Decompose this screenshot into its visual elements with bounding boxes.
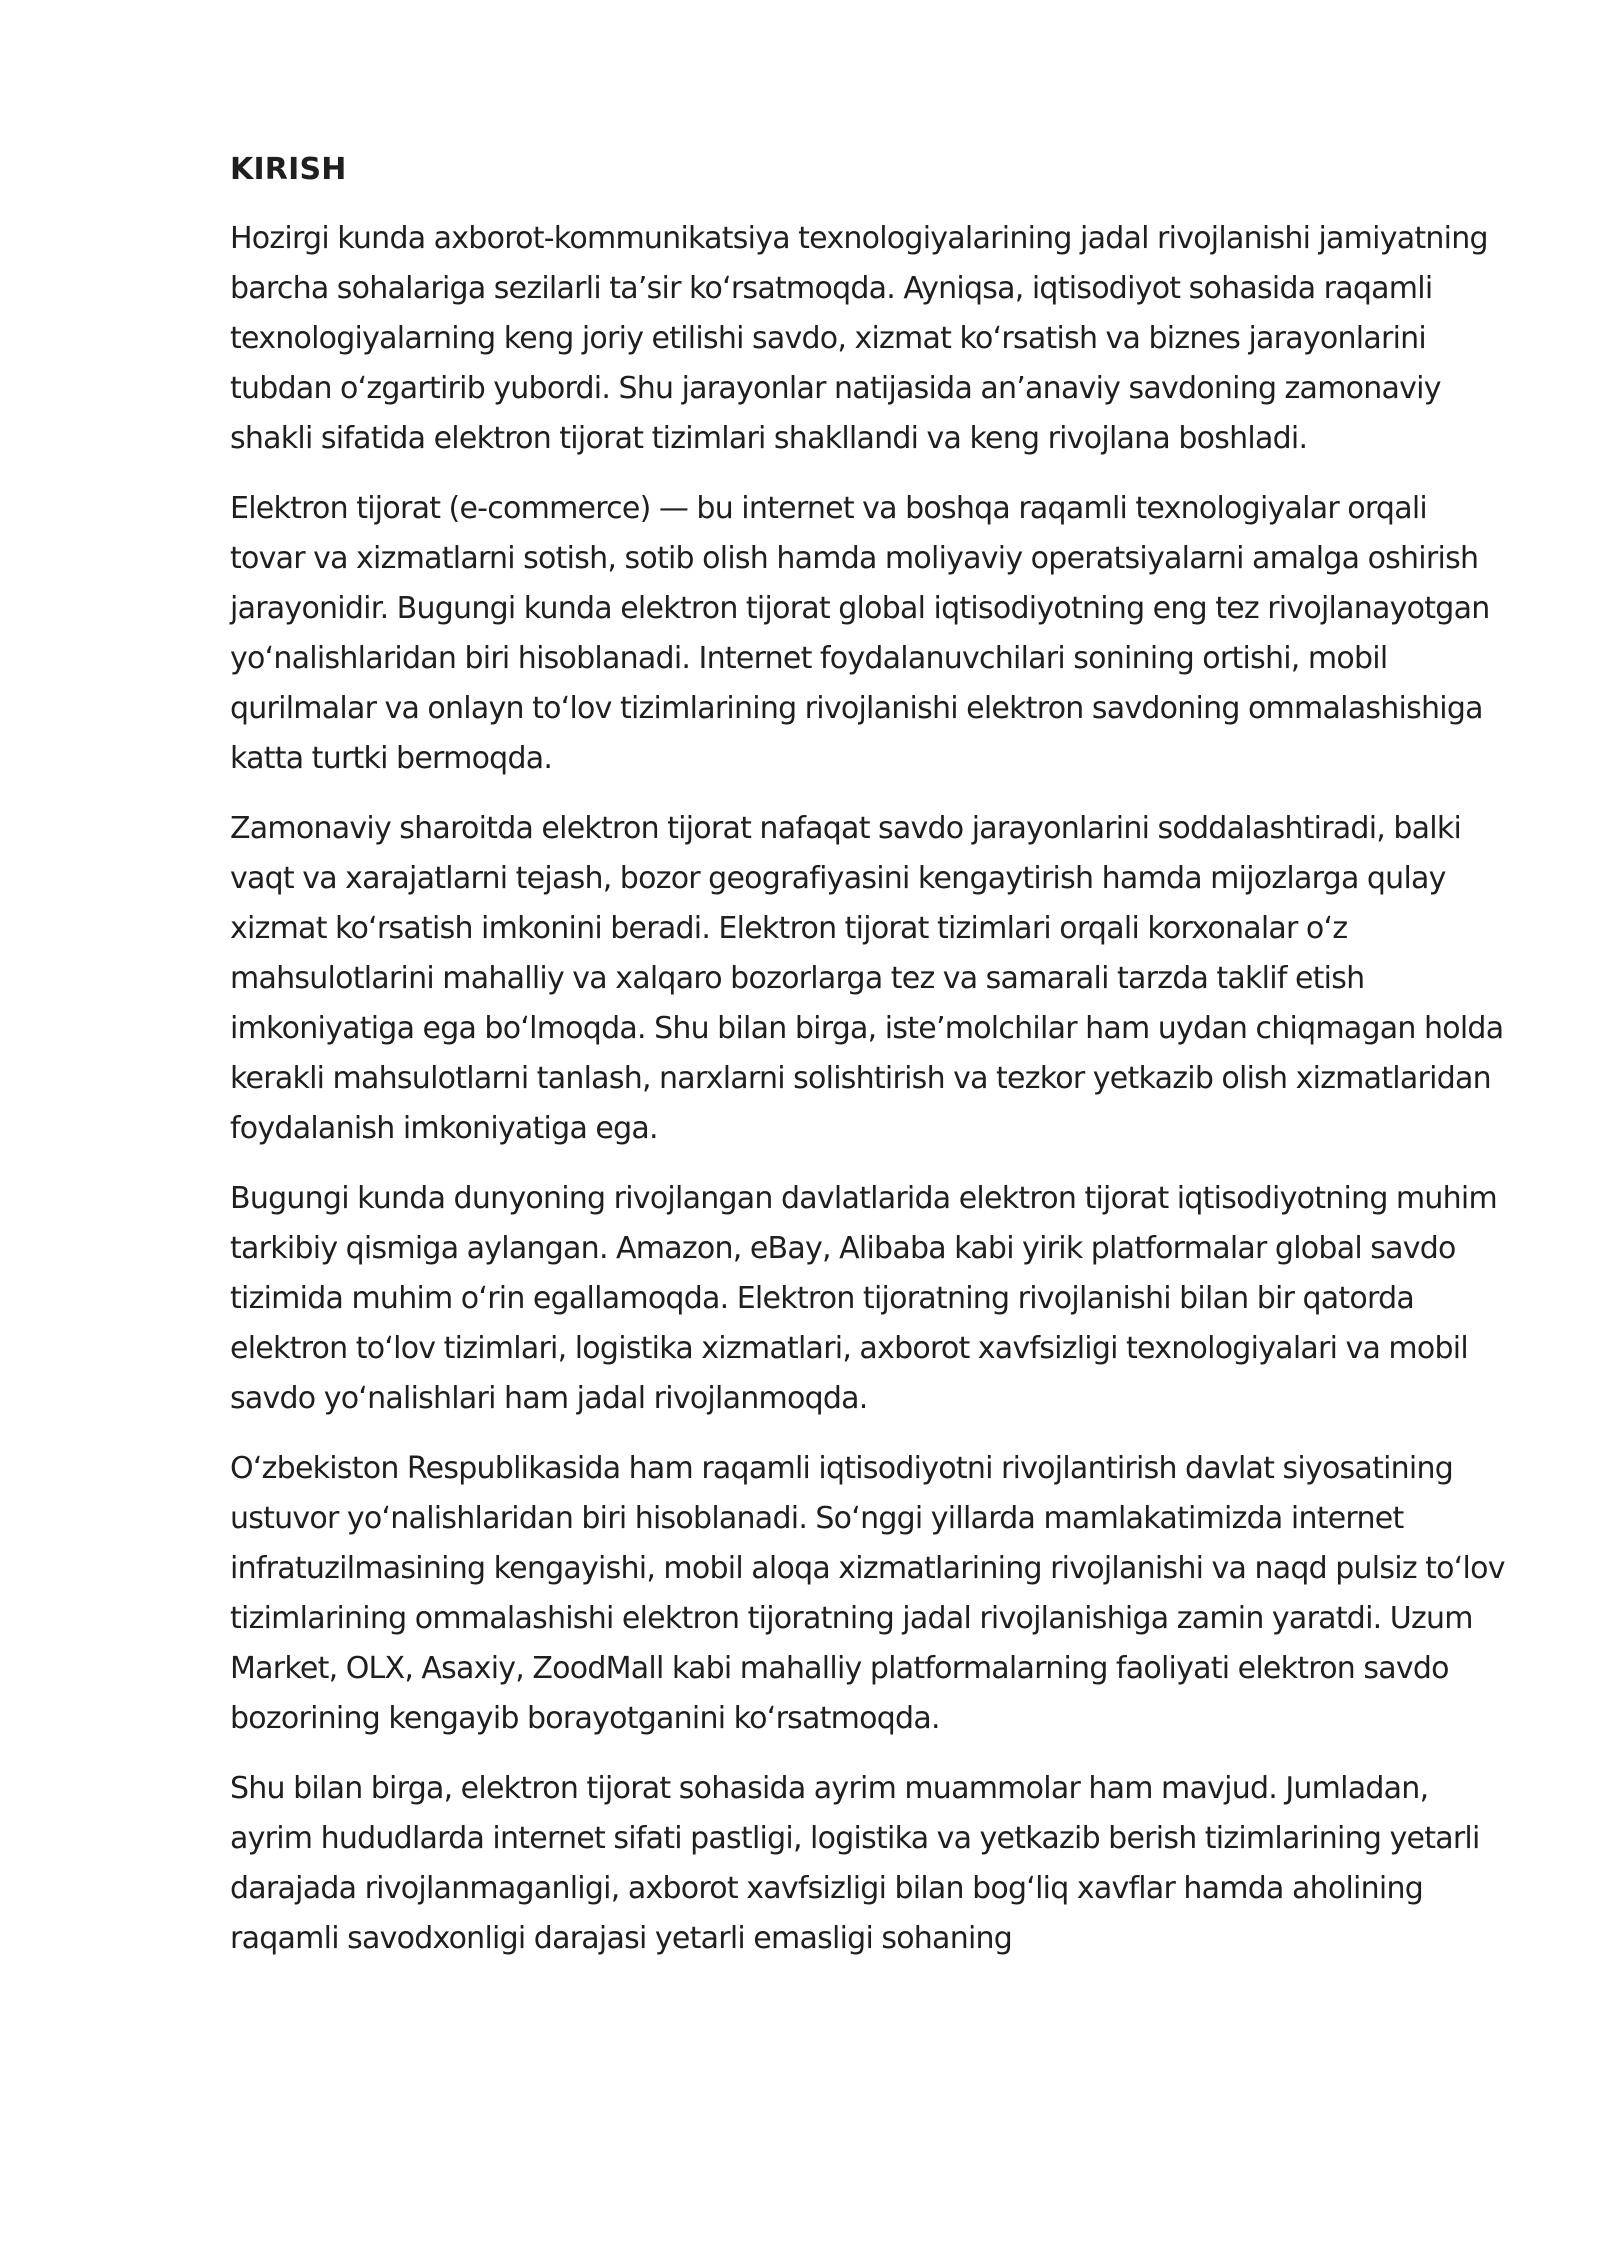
document-page [230, 150, 1510, 1984]
section-heading: KIRISH [230, 152, 347, 187]
paragraph-5: O‘zbekiston Respublikasida ham raqamli iqtisodiyotni rivojlantirish davlat siyosatining ustuvor yo‘nalishlaridan biri hisoblanadi. So‘nggi yillarda mamlakatimizda internet infratuzilmasining kengayishi, mobil aloqa xizmatlarining rivojlanishi va naqd pulsiz to‘lov tizimlarining ommalashishi elektron tijoratning jadal rivojlanishiga zamin yaratdi. Uzum Market, OLX, Asaxiy, ZoodMall kabi mahalliy platformalarning faoliyati elektron savdo bozorining kengayib borayotganini ko‘rsatmoqda. [230, 1451, 1505, 1736]
paragraph-6: Shu bilan birga, elektron tijorat sohasida ayrim muammolar ham mavjud. Jumladan, ayrim hududlarda internet sifati pastligi, logistika va yetkazib berish tizimlarining yetarli darajada rivojlanmaganligi, axborot xavfsizligi bilan bog‘liq xavflar hamda aholining raqamli savodxonligi darajasi yetarli emasligi sohaning [230, 1771, 1480, 1956]
paragraph-1: Hozirgi kunda axborot-kommunikatsiya texnologiyalarining jadal rivojlanishi jamiyatning barcha sohalariga sezilarli ta’sir ko‘rsatmoqda. Ayniqsa, iqtisodiyot sohasida raqamli texnologiyalarning keng joriy etilishi savdo, xizmat ko‘rsatish va biznes jarayonlarini tubdan o‘zgartirib yubordi. Shu jarayonlar natijasida an’anaviy savdoning zamonaviy shakli sifatida elektron tijorat tizimlari shakllandi va keng rivojlana boshladi. [230, 221, 1488, 456]
paragraph-4: Bugungi kunda dunyoning rivojlangan davlatlarida elektron tijorat iqtisodiyotning muhim tarkibiy qismiga aylangan. Amazon, eBay, Alibaba kabi yirik platformalar global savdo tizimida muhim o‘rin egallamoqda. Elektron tijoratning rivojlanishi bilan bir qatorda elektron to‘lov tizimlari, logistika xizmatlari, axborot xavfsizligi texnologiyalari va mobil savdo yo‘nalishlari ham jadal rivojlanmoqda. [230, 1181, 1497, 1416]
paragraph-2: Elektron tijorat (e-commerce) — bu internet va boshqa raqamli texnologiyalar orqali tovar va xizmatlarni sotish, sotib olish hamda moliyaviy operatsiyalarni amalga oshirish jarayonidir. Bugungi kunda elektron tijorat global iqtisodiyotning eng tez rivojlanayotgan yo‘nalishlaridan biri hisoblanadi. Internet foydalanuvchilari sonining ortishi, mobil qurilmalar va onlayn to‘lov tizimlarining rivojlanishi elektron savdoning ommalashishiga katta turtki bermoqda. [230, 491, 1490, 776]
paragraph-3: Zamonaviy sharoitda elektron tijorat nafaqat savdo jarayonlarini soddalashtiradi, balki vaqt va xarajatlarni tejash, bozor geografiyasini kengaytirish hamda mijozlarga qulay xizmat ko‘rsatish imkonini beradi. Elektron tijorat tizimlari orqali korxonalar o‘z mahsulotlarini mahalliy va xalqaro bozorlarga tez va samarali tarzda taklif etish imkoniyatiga ega bo‘lmoqda. Shu bilan birga, iste’molchilar ham uydan chiqmagan holda kerakli mahsulotlarni tanlash, narxlarni solishtirish va tezkor yetkazib olish xizmatlaridan foydalanish imkoniyatiga ega. [230, 811, 1504, 1146]
